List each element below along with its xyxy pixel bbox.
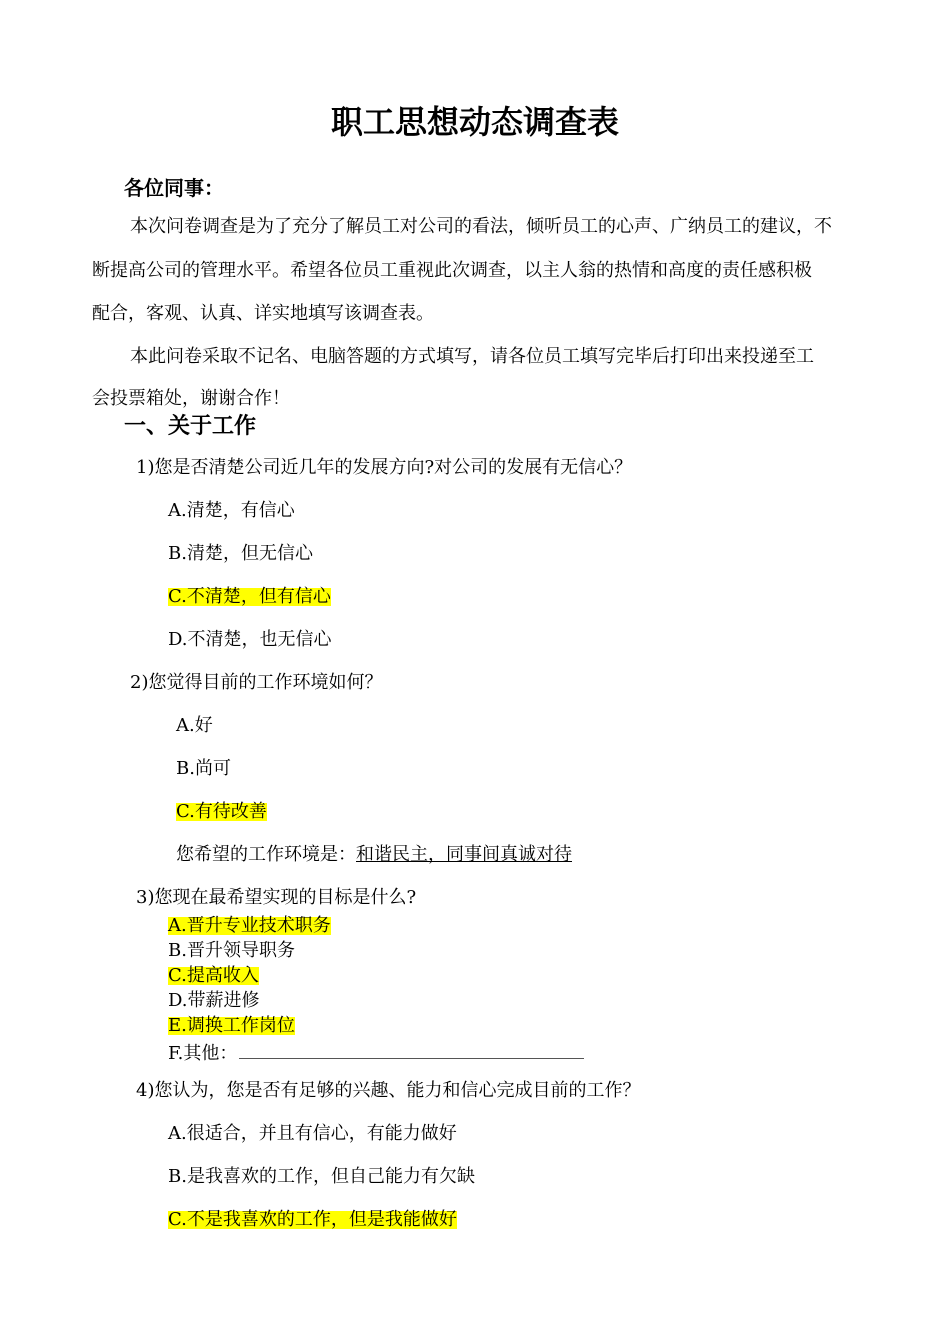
question-4: 4)您认为，您是否有足够的兴趣、能力和信心完成目前的工作？ [136,1080,641,1101]
page-title: 职工思想动态调查表 [330,103,619,141]
q4-option-b[interactable]: B.是我喜欢的工作，但自己能力有欠缺 [168,1166,475,1187]
q3-option-d[interactable]: D.带薪进修 [168,990,260,1011]
intro-p1-line3: 配合，客观、认真、详实地填写该调查表。 [92,303,434,324]
q3-other-label: F.其他： [168,1043,238,1064]
q2-option-b[interactable]: B.尚可 [176,758,231,779]
q2-option-a[interactable]: A.好 [176,715,213,736]
intro-p2-line1: 本此问卷采取不记名、电脑答题的方式填写，请各位员工填写完毕后打印出来投递至工 [130,346,814,367]
q3-option-e-selected[interactable]: E.调换工作岗位 [168,1015,295,1036]
section-heading: 一、关于工作 [124,414,257,439]
question-1: 1)您是否清楚公司近几年的发展方向?对公司的发展有无信心？ [136,457,633,478]
q1-option-b[interactable]: B.清楚，但无信心 [168,543,313,564]
question-3: 3)您现在最希望实现的目标是什么? [136,887,417,908]
question-2: 2)您觉得目前的工作环境如何？ [130,672,383,693]
q1-option-d[interactable]: D.不清楚，也无信心 [168,629,332,650]
q2-hope-line [176,846,572,864]
q2-hope-answer[interactable]: 和谐民主，同事间真诚对待 [356,844,572,865]
q2-hope-label: 您希望的工作环境是： [176,844,356,865]
q2-option-c-selected[interactable]: C.有待改善 [176,801,267,822]
q1-option-a[interactable]: A.清楚，有信心 [168,500,295,521]
q1-option-c-selected[interactable]: C.不清楚，但有信心 [168,586,331,607]
intro-p2-line2: 会投票箱处，谢谢合作！ [92,388,290,409]
q4-option-c-selected[interactable]: C.不是我喜欢的工作，但是我能做好 [168,1209,457,1230]
q3-option-a-selected[interactable]: A.晋升专业技术职务 [168,915,331,936]
q4-option-a[interactable]: A.很适合，并且有信心，有能力做好 [168,1123,457,1144]
q3-other-blank[interactable] [239,1042,584,1059]
intro-p1-line1: 本次问卷调查是为了充分了解员工对公司的看法，倾听员工的心声、广纳员工的建议，不 [130,216,832,237]
intro-p1-line2: 断提高公司的管理水平。希望各位员工重视此次调查，以主人翁的热情和高度的责任感积极 [92,260,812,281]
q3-option-b[interactable]: B.晋升领导职务 [168,940,295,961]
q3-option-c-selected[interactable]: C.提高收入 [168,965,259,986]
greeting: 各位同事： [124,176,224,200]
q3-option-f [168,1042,584,1063]
